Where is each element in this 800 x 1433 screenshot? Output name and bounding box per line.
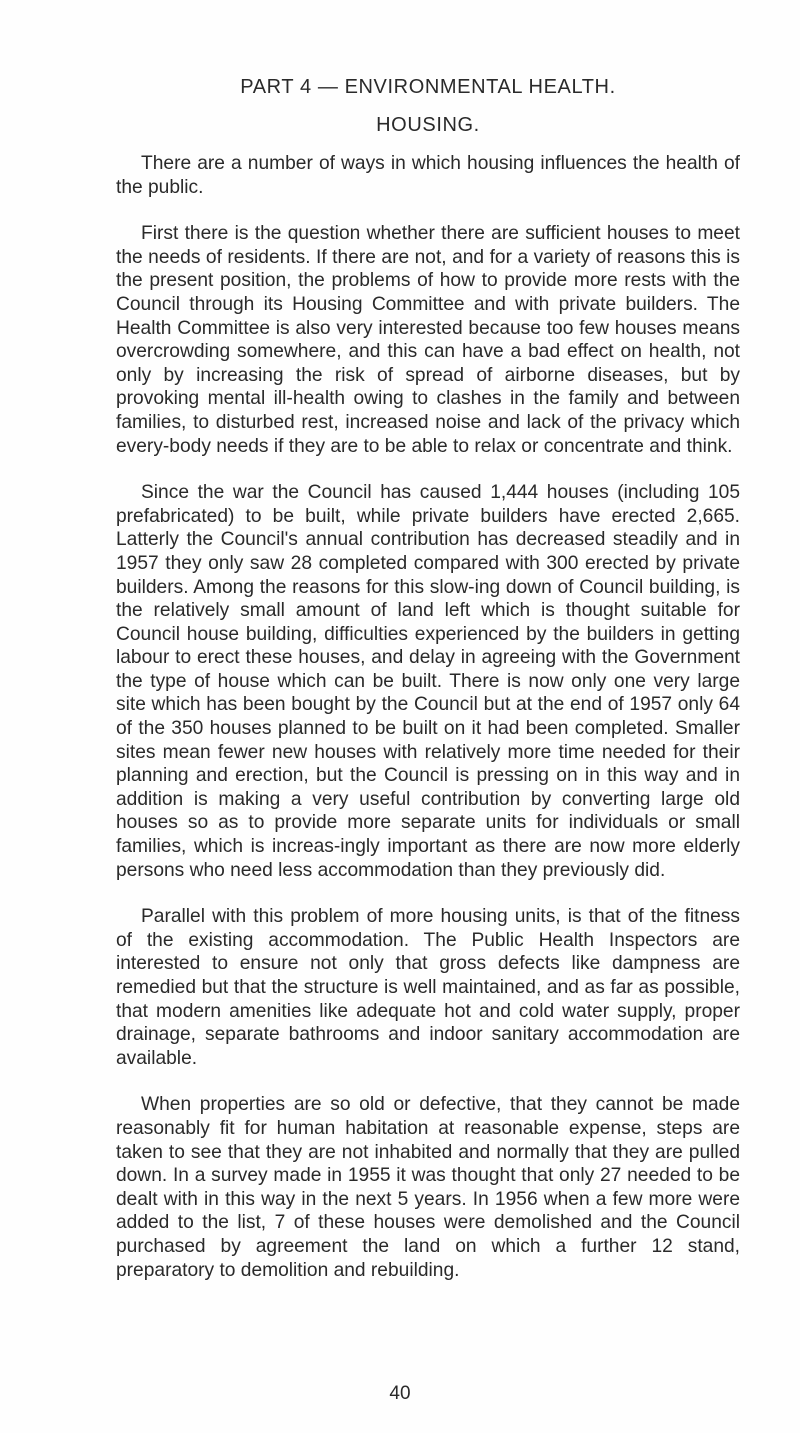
paragraph-fitness: Parallel with this problem of more housing units, is that of the fitness of the existing accommodation. The Public Health Inspectors are interested to ensure not only that gross defects like dampness are remedied but that the structure is well maintained, and as far as possible, that modern amenities like adequate hot and cold water supply, proper drainage, separate bathrooms and indoor sanitary accommodation are available.	[116, 906, 740, 1069]
paragraph-sufficient-houses: First there is the question whether there are sufficient houses to meet the needs of residents. If there are not, and for a variety of reasons this is the present position, the problems of how to provide more rests with the Council through its Housing Committee and with private builders. The Health Committee is also very interested because too few houses means overcrowding somewhere, and this can have a bad effect on health, not only by increasing the risk of spread of airborne diseases, but by provoking mental ill-health owing to clashes in the family and between families, to disturbed rest, increased noise and lack of the privacy which every-body needs if they are to be able to relax or concentrate and think.	[116, 223, 740, 457]
paragraph-demolition: When properties are so old or defective, that they cannot be made reasonably fit for human habitation at reasonable expense, steps are taken to see that they are not inhabited and normally that they are pulled down. In a survey made in 1955 it was thought that only 27 needed to be dealt with in this way in the next 5 years. In 1956 when a few more were added to the list, 7 of these houses were demolished and the Council purchased by agreement the land on which a further 12 stand, preparatory to demolition and rebuilding.	[116, 1094, 740, 1281]
page-number: 40	[389, 1383, 411, 1404]
paragraph-intro: There are a number of ways in which housing influences the health of the public.	[116, 153, 740, 198]
paragraph-council-building: Since the war the Council has caused 1,444 houses (including 105 prefabricated) to be built, while private builders have erected 2,665. Latterly the Council's annual contribution has decreased steadily and in 1957 they only saw 28 completed compared with 300 erected by private builders. Among the reasons for this slow-ing down of Council building, is the relatively small amount of land left which is thought suitable for Council house building, difficulties experienced by the builders in getting labour to erect these houses, and delay in agreeing with the Government the type of house which can be built. There is now only one very large site which has been bought by the Council but at the end of 1957 only 64 of the 350 houses planned to be built on it had been completed. Smaller sites mean fewer new houses with relatively more time needed for their planning and erection, but the Council is pressing on in this way and in addition is making a very useful contribution by converting large old houses so as to provide more separate units for individuals or small families, which is increas-ingly important as there are now more elderly persons who need less accommodation than they previously did.	[116, 482, 740, 881]
document-page	[116, 74, 740, 1305]
section-subtitle: HOUSING.	[376, 114, 480, 136]
section-title: PART 4 — ENVIRONMENTAL HEALTH.	[240, 76, 616, 98]
